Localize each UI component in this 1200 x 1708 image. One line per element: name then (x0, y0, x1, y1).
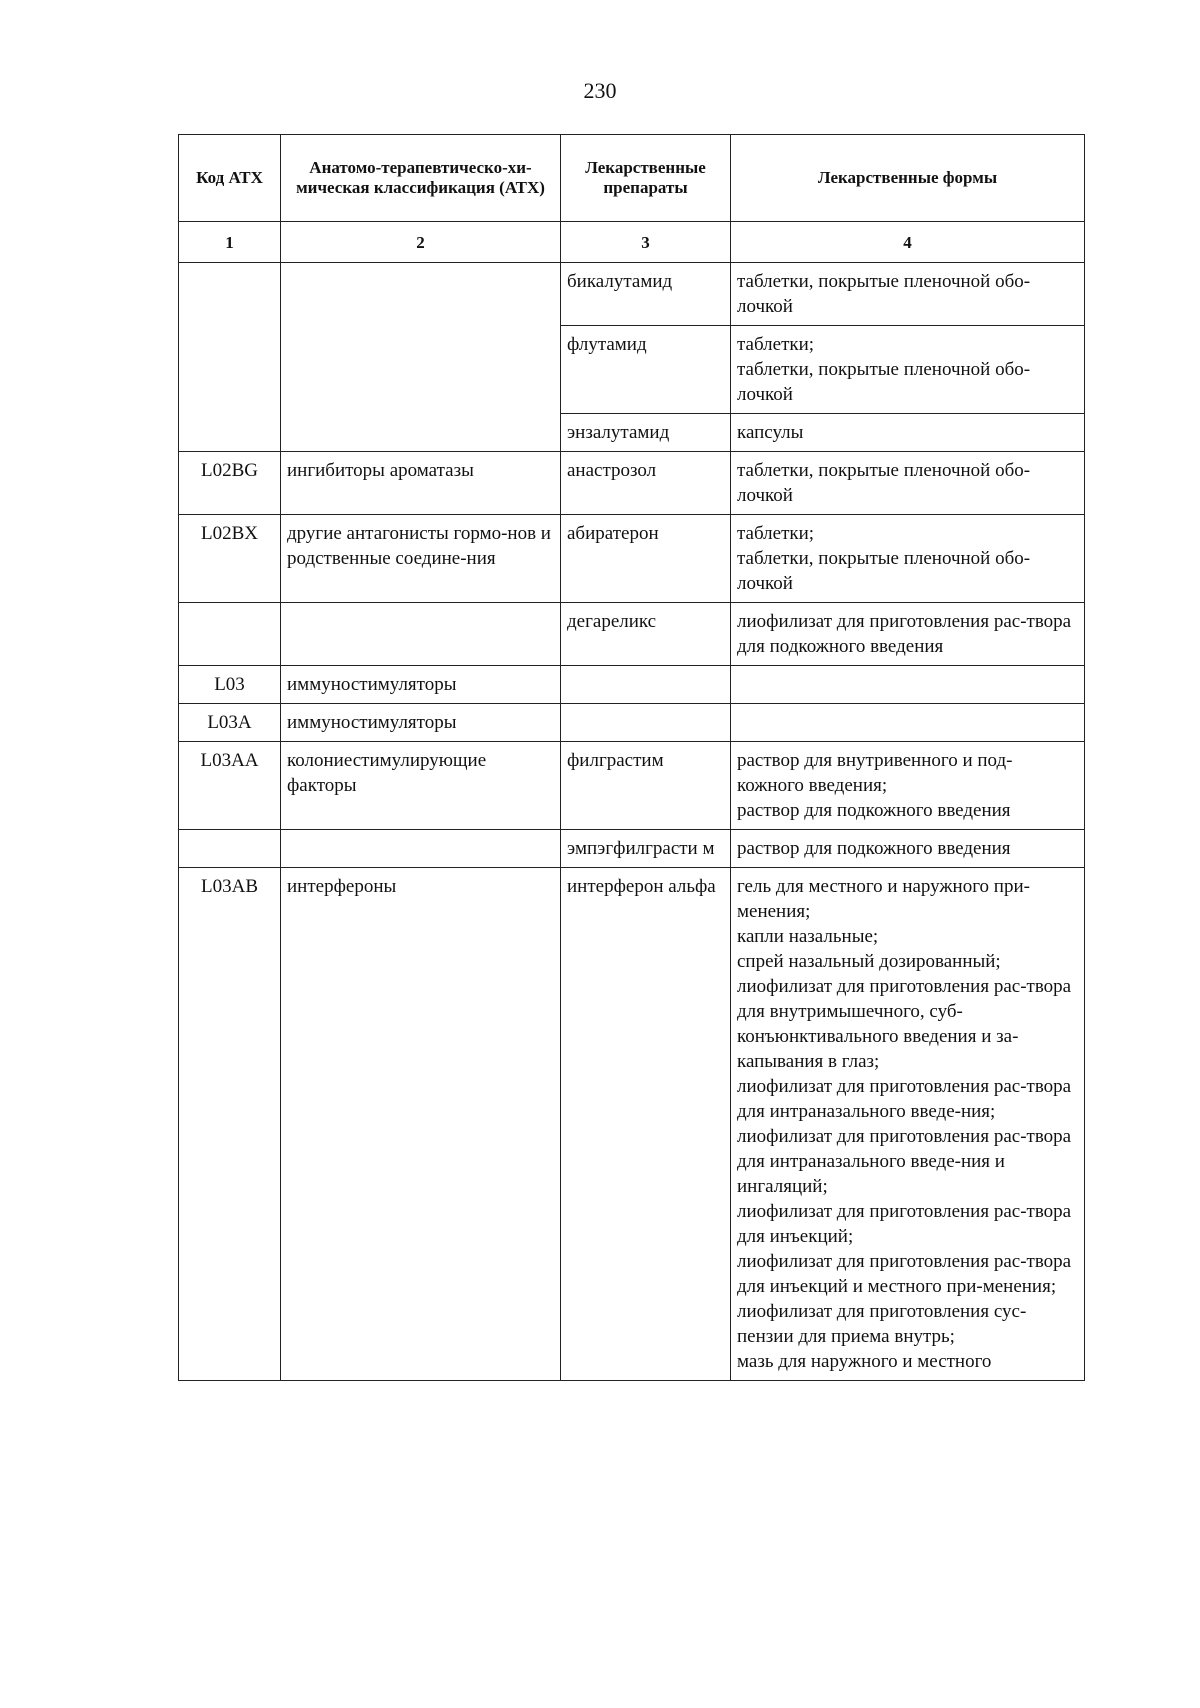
forms-cell (731, 263, 1085, 326)
forms-cell (731, 742, 1085, 830)
forms-cell (731, 452, 1085, 515)
classification-cell: другие антагонисты гормо-нов и родственные соедине-ния (281, 515, 561, 603)
form-line: капли назальные; (737, 926, 879, 947)
form-line: лиофилизат для приготовления рас-твора для подкожного введения (737, 611, 1072, 657)
table-row (179, 742, 1085, 830)
drug-cell: бикалутамид (561, 263, 731, 326)
table-row (179, 515, 1085, 603)
column-number: 2 (281, 222, 561, 263)
table-row (179, 263, 1085, 326)
header-forms: Лекарственные формы (731, 135, 1085, 222)
form-line: лиофилизат для приготовления рас-твора для интраназального введе-ния; (737, 1076, 1072, 1122)
table-row (179, 452, 1085, 515)
column-number: 4 (731, 222, 1085, 263)
drug-cell: филграстим (561, 742, 731, 830)
form-line: таблетки; (737, 334, 815, 355)
atx-code-cell (179, 603, 281, 666)
forms-cell (731, 515, 1085, 603)
table-row (179, 830, 1085, 868)
drug-cell (561, 666, 731, 704)
form-line: таблетки, покрытые пленочной обо-лочкой (737, 548, 1031, 594)
form-line: лиофилизат для приготовления сус-пензии для приема внутрь; (737, 1301, 1027, 1347)
forms-cell (731, 704, 1085, 742)
forms-cell (731, 868, 1085, 1381)
drug-cell: анастрозол (561, 452, 731, 515)
atx-code-cell: L02BX (179, 515, 281, 603)
atx-table (178, 134, 1085, 1381)
table-row (179, 666, 1085, 704)
header-drugs: Лекарственные препараты (561, 135, 731, 222)
table-row (179, 603, 1085, 666)
drug-cell: дегареликс (561, 603, 731, 666)
form-line: гель для местного и наружного при-менения; (737, 876, 1030, 922)
drug-cell (561, 704, 731, 742)
forms-cell (731, 830, 1085, 868)
form-line: мазь для наружного и местного (737, 1351, 992, 1372)
form-line: лиофилизат для приготовления рас-твора для инъекций; (737, 1201, 1072, 1247)
header-code: Код АТХ (179, 135, 281, 222)
drug-cell: энзалутамид (561, 414, 731, 452)
classification-cell (281, 603, 561, 666)
column-number: 3 (561, 222, 731, 263)
drug-cell: интерферон альфа (561, 868, 731, 1381)
atx-code-cell: L03 (179, 666, 281, 704)
drug-cell: абиратерон (561, 515, 731, 603)
classification-cell (281, 830, 561, 868)
forms-cell (731, 603, 1085, 666)
table-row (179, 704, 1085, 742)
classification-cell: ингибиторы ароматазы (281, 452, 561, 515)
form-line: раствор для подкожного введения (737, 800, 1011, 821)
classification-cell: иммуностимуляторы (281, 704, 561, 742)
form-line: таблетки, покрытые пленочной обо-лочкой (737, 271, 1031, 317)
header-classification: Анатомо-терапевтическо-хи-мическая классификация (АТХ) (281, 135, 561, 222)
form-line: раствор для подкожного введения (737, 838, 1011, 859)
atx-code-cell (179, 263, 281, 452)
atx-code-cell: L02BG (179, 452, 281, 515)
classification-cell: колониестимулирующие факторы (281, 742, 561, 830)
classification-cell (281, 263, 561, 452)
form-line: таблетки, покрытые пленочной обо-лочкой (737, 460, 1031, 506)
column-number: 1 (179, 222, 281, 263)
classification-cell: интерфероны (281, 868, 561, 1381)
form-line: спрей назальный дозированный; (737, 951, 1001, 972)
form-line: таблетки; (737, 523, 815, 544)
form-line: таблетки, покрытые пленочной обо-лочкой (737, 359, 1031, 405)
table-header (179, 135, 1085, 222)
form-line: лиофилизат для приготовления рас-твора для инъекций и местного при-менения; (737, 1251, 1072, 1297)
forms-cell (731, 414, 1085, 452)
form-line: лиофилизат для приготовления рас-твора для внутримышечного, суб-конъюнктивального введения и за-капывания в глаз; (737, 976, 1072, 1072)
drug-cell: флутамид (561, 326, 731, 414)
forms-cell (731, 326, 1085, 414)
classification-cell: иммуностимуляторы (281, 666, 561, 704)
drug-cell: эмпэгфилграсти м (561, 830, 731, 868)
form-line: лиофилизат для приготовления рас-твора для интраназального введе-ния и ингаляций; (737, 1126, 1072, 1197)
atx-code-cell (179, 830, 281, 868)
page-number: 230 (583, 78, 617, 103)
atx-code-cell: L03AB (179, 868, 281, 1381)
form-line: капсулы (737, 422, 804, 443)
table-row (179, 868, 1085, 1381)
table-body (179, 222, 1085, 1381)
atx-code-cell: L03AA (179, 742, 281, 830)
column-number-row (179, 222, 1085, 263)
atx-code-cell: L03A (179, 704, 281, 742)
forms-cell (731, 666, 1085, 704)
form-line: раствор для внутривенного и под-кожного введения; (737, 750, 1013, 796)
